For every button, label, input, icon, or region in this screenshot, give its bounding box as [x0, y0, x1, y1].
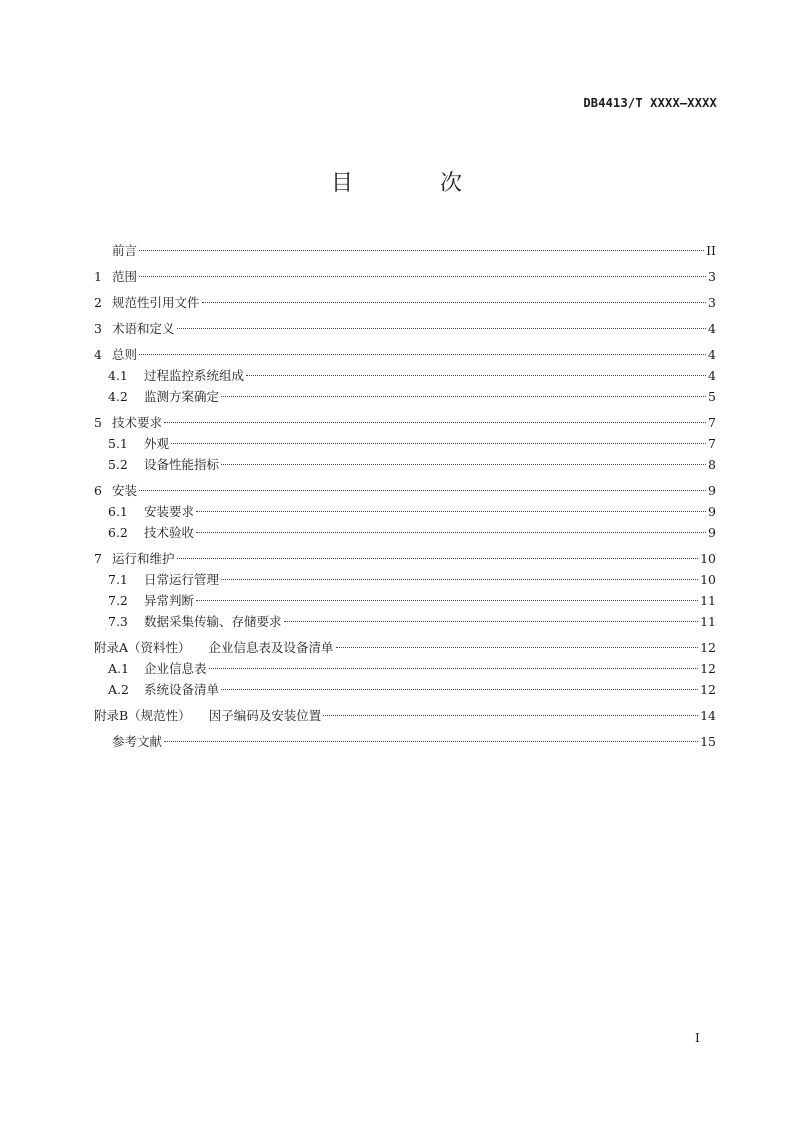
toc-dot-leader: [284, 621, 699, 622]
toc-entry-title: 总则: [112, 347, 138, 362]
toc-entry-page: 11: [700, 593, 716, 608]
toc-entry-page: 4: [708, 347, 716, 362]
toc-entry-page: 3: [708, 269, 716, 284]
toc-entry[interactable]: [94, 344, 716, 365]
toc-entry-title: 运行和维护: [112, 551, 175, 566]
toc-dot-leader: [139, 354, 706, 355]
toc-dot-leader: [177, 328, 707, 329]
toc-entry-title: 安装要求: [144, 504, 195, 519]
toc-entry[interactable]: [94, 480, 716, 501]
toc-dot-leader: [177, 558, 699, 559]
toc-entry[interactable]: [94, 637, 716, 658]
toc-entry-title: 技术要求: [112, 415, 163, 430]
toc-entry[interactable]: [94, 658, 716, 679]
toc-entry-number: 5.1: [108, 436, 128, 451]
toc-entry-number: A.1: [108, 661, 129, 676]
toc-entry[interactable]: [94, 266, 716, 287]
toc-dot-leader: [164, 741, 698, 742]
toc-entry-number: 6.2: [108, 525, 128, 540]
toc-entry-number: 附录A（资料性）: [94, 640, 191, 655]
toc-entry-title: 企业信息表及设备清单: [208, 640, 334, 655]
toc-entry[interactable]: [94, 569, 716, 590]
toc-dot-leader: [139, 250, 704, 251]
toc-entry-title: 范围: [112, 269, 138, 284]
toc-entry-page: 12: [700, 682, 716, 697]
toc-entry[interactable]: [94, 705, 716, 726]
toc-entry[interactable]: [94, 731, 716, 752]
toc-entry-title: 安装: [112, 483, 138, 498]
toc-dot-leader: [202, 302, 707, 303]
toc-entry-title: 规范性引用文件: [112, 295, 200, 310]
toc-entry-page: II: [706, 243, 716, 258]
toc-entry-number: 1: [94, 269, 102, 284]
toc-dot-leader: [221, 396, 706, 397]
toc-entry-title: 监测方案确定: [144, 389, 220, 404]
toc-entry-page: 12: [700, 661, 716, 676]
toc-entry[interactable]: [94, 365, 716, 386]
toc-entry-page: 9: [708, 525, 716, 540]
toc-entry[interactable]: [94, 454, 716, 475]
toc-dot-leader: [246, 375, 706, 376]
toc-entry[interactable]: [94, 501, 716, 522]
toc-entry-number: 5: [94, 415, 102, 430]
toc-dot-leader: [336, 647, 699, 648]
toc-entry-number: 4.1: [108, 368, 128, 383]
toc-entry-page: 4: [708, 368, 716, 383]
toc-entry-number: 4.2: [108, 389, 128, 404]
toc-dot-leader: [196, 600, 698, 601]
toc-entry[interactable]: [94, 386, 716, 407]
toc-entry-title: 异常判断: [144, 593, 195, 608]
toc-entry-title: 设备性能指标: [144, 457, 220, 472]
toc-dot-leader: [209, 668, 699, 669]
toc-entry[interactable]: [94, 240, 716, 261]
toc-entry-title: 过程监控系统组成: [144, 368, 245, 383]
toc-entry-number: 6.1: [108, 504, 128, 519]
toc-entry[interactable]: [94, 679, 716, 700]
toc-entry-number: 4: [94, 347, 102, 362]
toc-entry-number: 3: [94, 321, 102, 336]
toc-entry-title: 日常运行管理: [144, 572, 220, 587]
toc-entry[interactable]: [94, 412, 716, 433]
toc-entry-page: 9: [708, 504, 716, 519]
toc-entry-page: 8: [708, 457, 716, 472]
toc-entry[interactable]: [94, 611, 716, 632]
toc-dot-leader: [139, 276, 706, 277]
toc-entry-page: 15: [700, 734, 716, 749]
toc-entry-page: 7: [708, 436, 716, 451]
toc-entry-page: 14: [700, 708, 716, 723]
toc-entry-title: 外观: [144, 436, 170, 451]
toc-dot-leader: [164, 422, 706, 423]
toc-entry-title: 数据采集传输、存储要求: [144, 614, 282, 629]
toc-entry[interactable]: [94, 548, 716, 569]
toc-dot-leader: [221, 689, 698, 690]
table-of-contents: [94, 240, 716, 752]
toc-entry-number: 7.1: [108, 572, 128, 587]
toc-entry-page: 9: [708, 483, 716, 498]
toc-entry-page: 7: [708, 415, 716, 430]
toc-entry[interactable]: [94, 433, 716, 454]
toc-entry-number: 7.2: [108, 593, 128, 608]
toc-entry-number: 2: [94, 295, 102, 310]
toc-dot-leader: [196, 511, 706, 512]
toc-entry-title: 术语和定义: [112, 321, 175, 336]
toc-dot-leader: [171, 443, 706, 444]
toc-entry-title: 前言: [112, 243, 138, 258]
toc-dot-leader: [221, 464, 706, 465]
page-number: I: [695, 1031, 700, 1045]
toc-dot-leader: [221, 579, 698, 580]
document-code: DB4413/T XXXX—XXXX: [583, 96, 717, 110]
toc-entry-title: 技术验收: [144, 525, 195, 540]
toc-entry[interactable]: [94, 590, 716, 611]
toc-dot-leader: [323, 715, 698, 716]
toc-entry[interactable]: [94, 292, 716, 313]
toc-entry-page: 5: [708, 389, 716, 404]
toc-dot-leader: [196, 532, 706, 533]
toc-entry-page: 11: [700, 614, 716, 629]
toc-entry-number: 5.2: [108, 457, 128, 472]
toc-entry-number: 7: [94, 551, 102, 566]
toc-entry-title: 参考文献: [112, 734, 163, 749]
toc-entry-page: 10: [700, 551, 716, 566]
toc-entry-title: 系统设备清单: [144, 682, 220, 697]
toc-entry[interactable]: [94, 522, 716, 543]
toc-entry-page: 10: [700, 572, 716, 587]
toc-entry-number: 6: [94, 483, 102, 498]
toc-entry-number: 7.3: [108, 614, 128, 629]
toc-entry[interactable]: [94, 318, 716, 339]
page-title: 目 次: [331, 171, 502, 196]
toc-dot-leader: [139, 490, 706, 491]
toc-entry-title: 企业信息表: [144, 661, 207, 676]
toc-entry-number: 附录B（规范性）: [94, 708, 191, 723]
toc-entry-page: 3: [708, 295, 716, 310]
toc-entry-title: 因子编码及安装位置: [208, 708, 322, 723]
toc-entry-page: 12: [700, 640, 716, 655]
toc-entry-page: 4: [708, 321, 716, 336]
toc-entry-number: A.2: [108, 682, 129, 697]
